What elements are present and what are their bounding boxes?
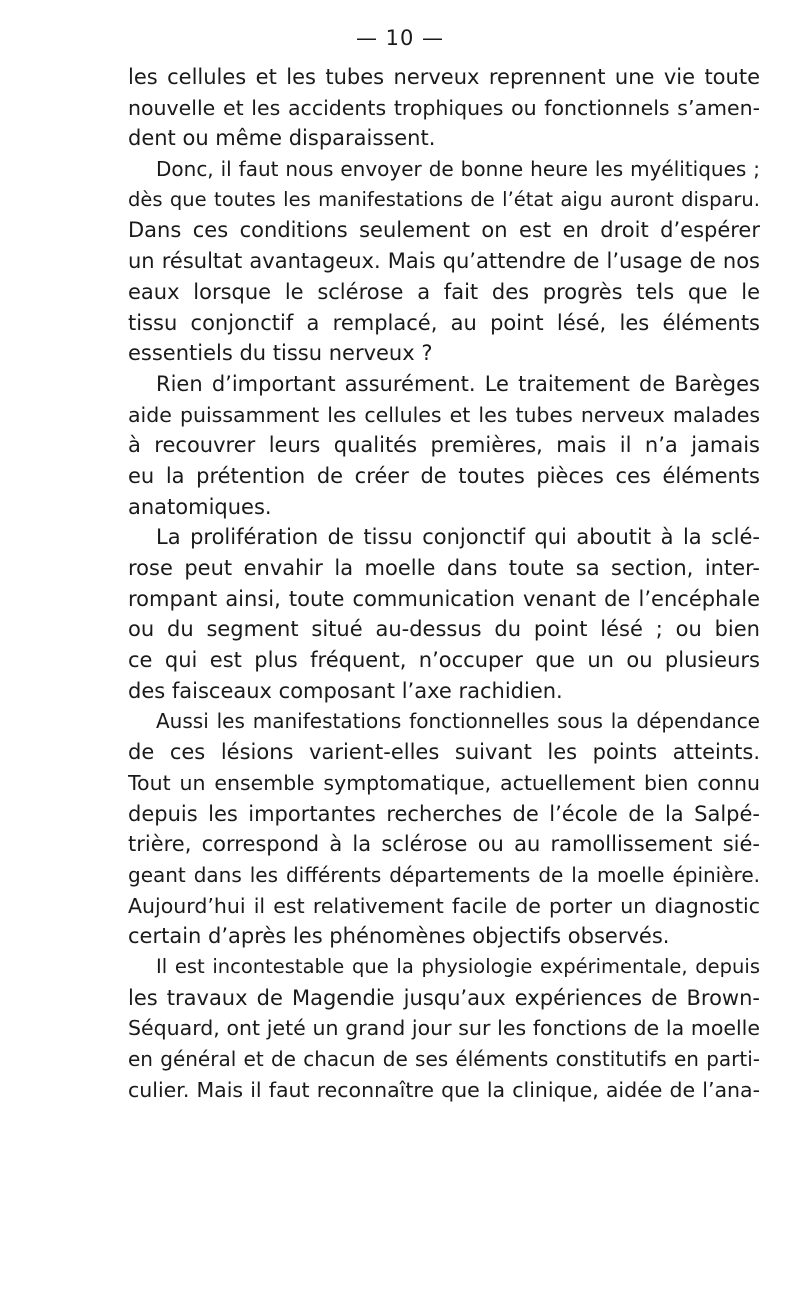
text-line: Rien d’important assurément. Le traitement de Barèges	[156, 371, 760, 396]
text-line: en général et de chacun de ses éléments constitutifs en parti-	[128, 1047, 760, 1071]
text-line: eaux lorsque le sclérose a fait des progrès tels que le	[128, 279, 760, 304]
text-line: un résultat avantageux. Mais qu’attendre de l’usage de nos	[128, 249, 760, 274]
text-line: nouvelle et les accidents trophiques ou fonctionnels s’amen-	[128, 95, 760, 120]
text-line: eu la prétention de créer de toutes pièces ces éléments	[128, 463, 760, 488]
text-line: Séquard, ont jeté un grand jour sur les fonctions de la moelle	[128, 1016, 760, 1041]
text-line: Donc, il faut nous envoyer de bonne heure les myélitiques ;	[156, 157, 760, 182]
text-line: ou du segment situé au-dessus du point lésé ; ou bien	[128, 617, 760, 642]
text-line: les cellules et les tubes nerveux reprennent une vie toute	[128, 65, 760, 89]
text-line: Dans ces conditions seulement on est en droit d’espérer	[128, 218, 760, 243]
body-text	[128, 62, 760, 1105]
text-line: certain d’après les phénomènes objectifs observés.	[128, 924, 670, 949]
text-line: dès que toutes les manifestations de l’état aigu auront disparu.	[128, 187, 760, 211]
text-line: anatomiques.	[128, 494, 272, 519]
text-line: tissu conjonctif a remplacé, au point lésé, les éléments	[128, 310, 760, 335]
text-line: essentiels du tissu nerveux ?	[128, 341, 433, 366]
text-line: depuis les importantes recherches de l’école de la Salpé-	[128, 801, 760, 826]
text-line: aide puissamment les cellules et les tubes nerveux malades	[128, 402, 760, 427]
text-line: trière, correspond à la sclérose ou au ramollissement sié-	[128, 832, 760, 857]
text-line: La prolifération de tissu conjonctif qui aboutit à la sclé-	[156, 525, 760, 550]
text-line: culier. Mais il faut reconnaître que la clinique, aidée de l’ana-	[128, 1077, 760, 1102]
text-line: des faisceaux composant l’axe rachidien.	[128, 678, 563, 703]
text-line: Aussi les manifestations fonctionnelles sous la dépendance	[156, 709, 760, 734]
text-line: de ces lésions varient-elles suivant les points atteints.	[128, 740, 760, 765]
text-line: rompant ainsi, toute communication venant de l’encéphale	[128, 586, 760, 611]
text-line: Il est incontestable que la physiologie expérimentale, depuis	[156, 954, 760, 978]
text-line: rose peut envahir la moelle dans toute sa section, inter-	[128, 556, 760, 580]
text-line: les travaux de Magendie jusqu’aux expériences de Brown-	[128, 985, 760, 1010]
text-line: geant dans les différents départements de la moelle épinière.	[128, 862, 760, 887]
text-line: à recouvrer leurs qualités premières, mais il n’a jamais	[128, 433, 760, 458]
page-number: — 10 —	[355, 26, 445, 50]
text-line: Aujourd’hui il est relativement facile de porter un diagnostic	[128, 893, 760, 918]
text-line: dent ou même disparaissent.	[128, 126, 436, 151]
text-line: Tout un ensemble symptomatique, actuellement bien connu	[128, 770, 760, 795]
text-line: ce qui est plus fréquent, n’occuper que un ou plusieurs	[128, 648, 760, 673]
